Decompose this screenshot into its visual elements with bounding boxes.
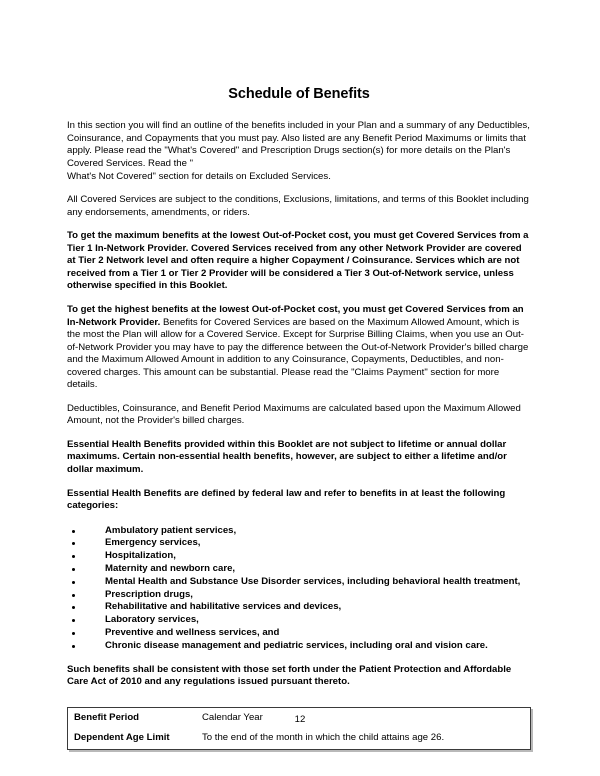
- covered-services-paragraph: All Covered Services are subject to the conditions, Exclusions, limitations, and terms of this Booklet including any endorsements, amendments, or riders.: [67, 194, 529, 218]
- list-item: [67, 525, 531, 538]
- list-item-label: Prescription drugs,: [105, 588, 193, 600]
- page-title: Schedule of Benefits: [228, 86, 370, 102]
- bullet-icon: [72, 632, 75, 635]
- table-cell-value: Calendar Year: [202, 711, 263, 723]
- intro-paragraph: [67, 120, 531, 183]
- bullet-icon: [72, 542, 75, 545]
- list-item-label: Preventive and wellness services, and: [105, 626, 280, 638]
- list-item-label: Rehabilitative and habilitative services and devices,: [105, 601, 342, 613]
- list-item: [67, 550, 531, 563]
- table-row: [68, 728, 531, 749]
- list-item-label: Chronic disease management and pediatric services, including oral and vision care.: [105, 639, 488, 651]
- table-cell-label: Benefit Period: [74, 711, 140, 723]
- highest-benefits-lead: To get the highest benefits at the lowest Out-of-Pocket cost, you must get Covered Services from an In-Network Provider.: [67, 303, 524, 328]
- bullet-icon: [72, 530, 75, 533]
- list-item-label: Laboratory services,: [105, 614, 199, 626]
- bullet-icon: [72, 568, 75, 571]
- essential-health-benefits-maximums-paragraph: Essential Health Benefits provided within this Booklet are not subject to lifetime or annual dollar maximums. Certain non-essential health benefits, however, are subject to either a lifetime and/or dollar maximum.: [67, 438, 507, 475]
- list-item-label: Maternity and newborn care,: [105, 563, 236, 574]
- bullet-icon: [72, 581, 75, 584]
- document-body: [67, 86, 531, 750]
- table-cell-label: Dependent Age Limit: [74, 732, 170, 744]
- table-cell-value: To the end of the month in which the child attains age 26.: [202, 732, 445, 744]
- list-item: [67, 614, 531, 627]
- list-item: [67, 537, 531, 550]
- intro-paragraph-line-1: In this section you will find an outline of the benefits included in your Plan and a summary of any Deductibles, Coinsurance, and Copayments that you must pay. Also listed are any Benefit Period Maximums or limits that apply. Please read the "What's Covered" and Prescription Drugs section(s) for more details on the Plan's Covered Services. Read the ": [67, 120, 530, 170]
- highest-benefits-rest: Benefits for Covered Services are based on the Maximum Allowed Amount, which is the most the Plan will allow for a Covered Service. Except for Surprise Billing Claims, when you use an Out-of-Network Provider you may have to pay the difference between the Out-of-Network Provider's billed charge and the Maximum Allowed Amount in addition to any Coinsurance, Copayments, Deductibles, and non-covered charges. This amount can be substantial. Please read the "Claims Payment" section for more details.: [67, 316, 529, 391]
- deductibles-note-paragraph: Deductibles, Coinsurance, and Benefit Period Maximums are calculated based upon the Maximum Allowed Amount, not the Provider's billed charges.: [67, 402, 521, 427]
- list-item-label: Mental Health and Substance Use Disorder services, including behavioral health treatment,: [105, 575, 521, 587]
- intro-paragraph-line-2: What's Not Covered" section for details on Excluded Services.: [67, 170, 331, 182]
- maximum-benefits-paragraph: To get the maximum benefits at the lowest Out-of-Pocket cost, you must get Covered Services from a Tier 1 In-Network Provider. Covered Services received from any other Network Provider are covered at Tier 2 Network level and often require a higher Copayment / Coinsurance. Services which are not received from a Tier 1 or Tier 2 Provider will be considered a Tier 3 Out-of-Network service, unless otherwise specified in this Booklet.: [67, 230, 529, 292]
- highest-benefits-paragraph: [67, 304, 531, 392]
- list-item-label: Ambulatory patient services,: [105, 524, 237, 536]
- list-item: [67, 601, 531, 614]
- bullet-icon: [72, 555, 75, 558]
- list-item-label: Hospitalization,: [105, 550, 176, 562]
- such-benefits-paragraph: Such benefits shall be consistent with those set forth under the Patient Protection and Affordable Care Act of 2010 and any regulations issued pursuant thereto.: [67, 663, 512, 688]
- list-item: [67, 576, 531, 589]
- list-item-label: Emergency services,: [105, 537, 201, 549]
- list-item: [67, 563, 531, 576]
- bullet-icon: [72, 645, 75, 648]
- page-number: 12: [294, 714, 306, 725]
- list-item: [67, 589, 531, 602]
- essential-health-benefits-list: [67, 525, 531, 653]
- essential-health-benefits-definition-paragraph: Essential Health Benefits are defined by federal law and refer to benefits in at least the following categories:: [67, 487, 506, 512]
- bullet-icon: [72, 594, 75, 597]
- bullet-icon: [72, 619, 75, 622]
- list-item: [67, 627, 531, 640]
- list-item: [67, 640, 531, 653]
- bullet-icon: [72, 606, 75, 609]
